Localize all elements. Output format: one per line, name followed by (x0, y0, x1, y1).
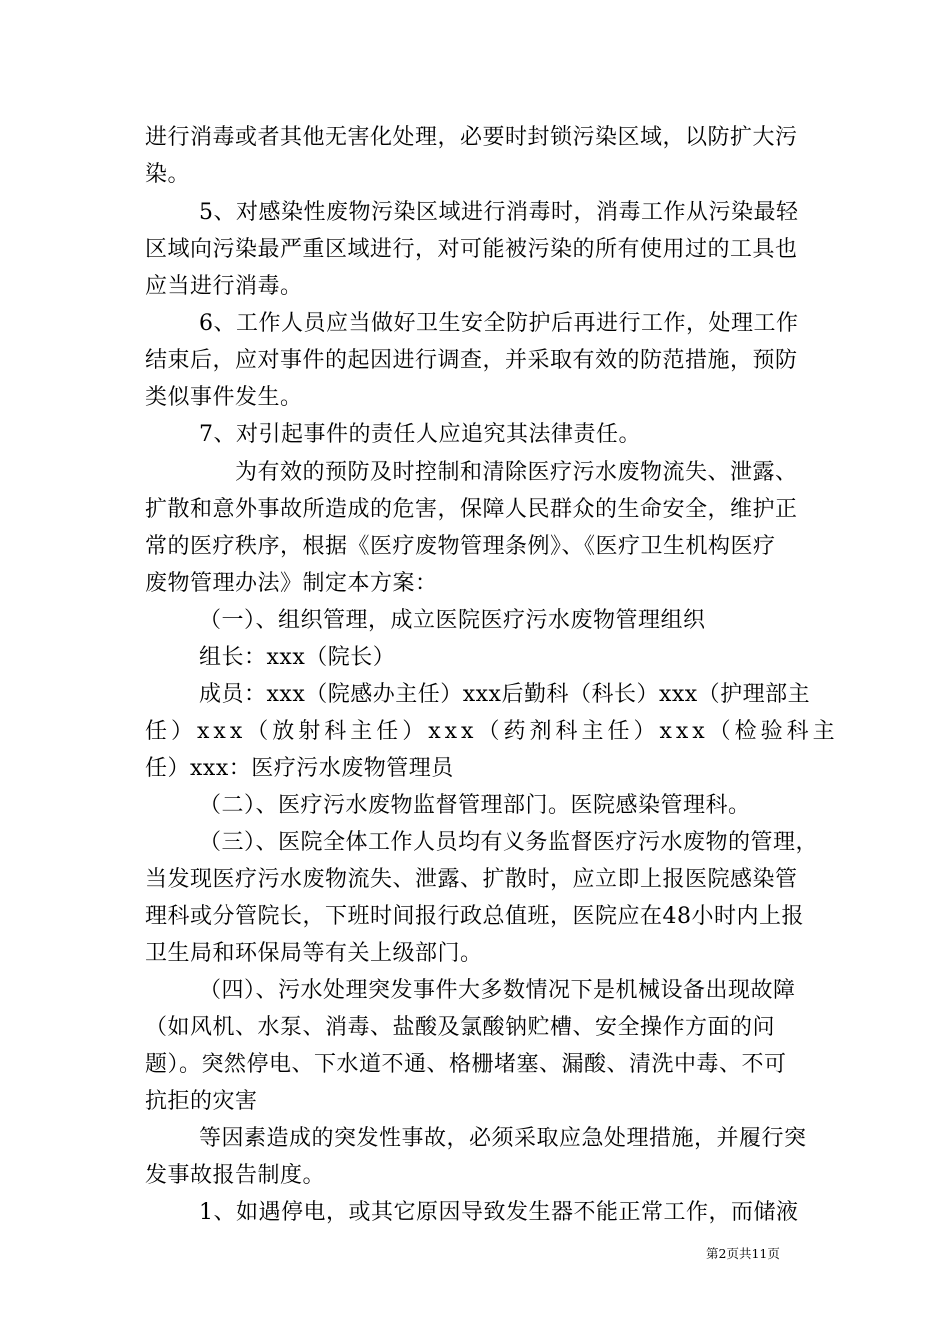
text-line: 组长：xxx（院长） (199, 645, 396, 670)
text-line: 为有效的预防及时控制和清除医疗污水废物流失、泄露、 (235, 460, 798, 485)
text-line: 应当进行消毒。 (145, 274, 303, 299)
text-line: 结束后，应对事件的起因进行调查，并采取有效的防范措施，预防 (145, 348, 798, 373)
text-line: （一）、组织管理，成立医院医疗污水废物管理组织 (199, 608, 706, 633)
text-line: 类似事件发生。 (145, 385, 303, 410)
text-line: 成员：xxx（院感办主任）xxx后勤科（科长）xxx（护理部主 (199, 682, 811, 707)
text-line: 区域向污染最严重区域进行，对可能被污染的所有使用过的工具也 (145, 237, 798, 262)
text-line: 6、工作人员应当做好卫生安全防护后再进行工作，处理工作 (199, 311, 799, 336)
text-line: 扩散和意外事故所造成的危害，保障人民群众的生命安全，维护正 (145, 497, 798, 522)
text-line: 题）。突然停电、下水道不通、格栅堵塞、漏酸、清洗中毒、不可 (145, 1052, 787, 1077)
text-line: 理科或分管院长，下班时间报行政总值班，医院应在48小时内上报 (145, 904, 804, 929)
text-line: 当发现医疗污水废物流失、泄露、扩散时，应立即上报医院感染管 (145, 867, 798, 892)
text-line: 7、对引起事件的责任人应追究其法律责任。 (199, 422, 641, 447)
text-line: 废物管理办法》制定本方案： (145, 571, 438, 596)
text-line: 5、对感染性废物污染区域进行消毒时，消毒工作从污染最轻 (199, 200, 799, 225)
text-line: 发事故报告制度。 (145, 1163, 326, 1188)
text-line: 染。 (145, 162, 191, 187)
text-line: （如风机、水泵、消毒、盐酸及氯酸钠贮槽、安全操作方面的问 (145, 1015, 776, 1040)
text-line: （四）、污水处理突发事件大多数情况下是机械设备出现故障 (199, 978, 796, 1003)
text-line: 常的医疗秩序，根据《医疗废物管理条例》、《医疗卫生机构医疗 (145, 534, 776, 559)
text-line: 卫生局和环保局等有关上级部门。 (145, 941, 483, 966)
page-number: 第2页共11页 (706, 1246, 780, 1261)
text-line: 任）xxx（放射科主任）xxx（药剂科主任）xxx（检验科主 (145, 719, 839, 744)
text-line: （二）、医疗污水废物监督管理部门。医院感染管理科。 (199, 793, 751, 818)
text-line: 1、如遇停电，或其它原因导致发生器不能正常工作，而储液 (199, 1200, 799, 1225)
text-line: 进行消毒或者其他无害化处理，必要时封锁污染区域，以防扩大污 (145, 125, 798, 150)
text-line: （三）、医院全体工作人员均有义务监督医疗污水废物的管理， (199, 830, 819, 855)
text-line: 等因素造成的突发性事故，必须采取应急处理措施，并履行突 (199, 1126, 807, 1151)
text-line: 任）xxx：医疗污水废物管理员 (145, 756, 454, 781)
text-line: 抗拒的灾害 (145, 1089, 258, 1114)
